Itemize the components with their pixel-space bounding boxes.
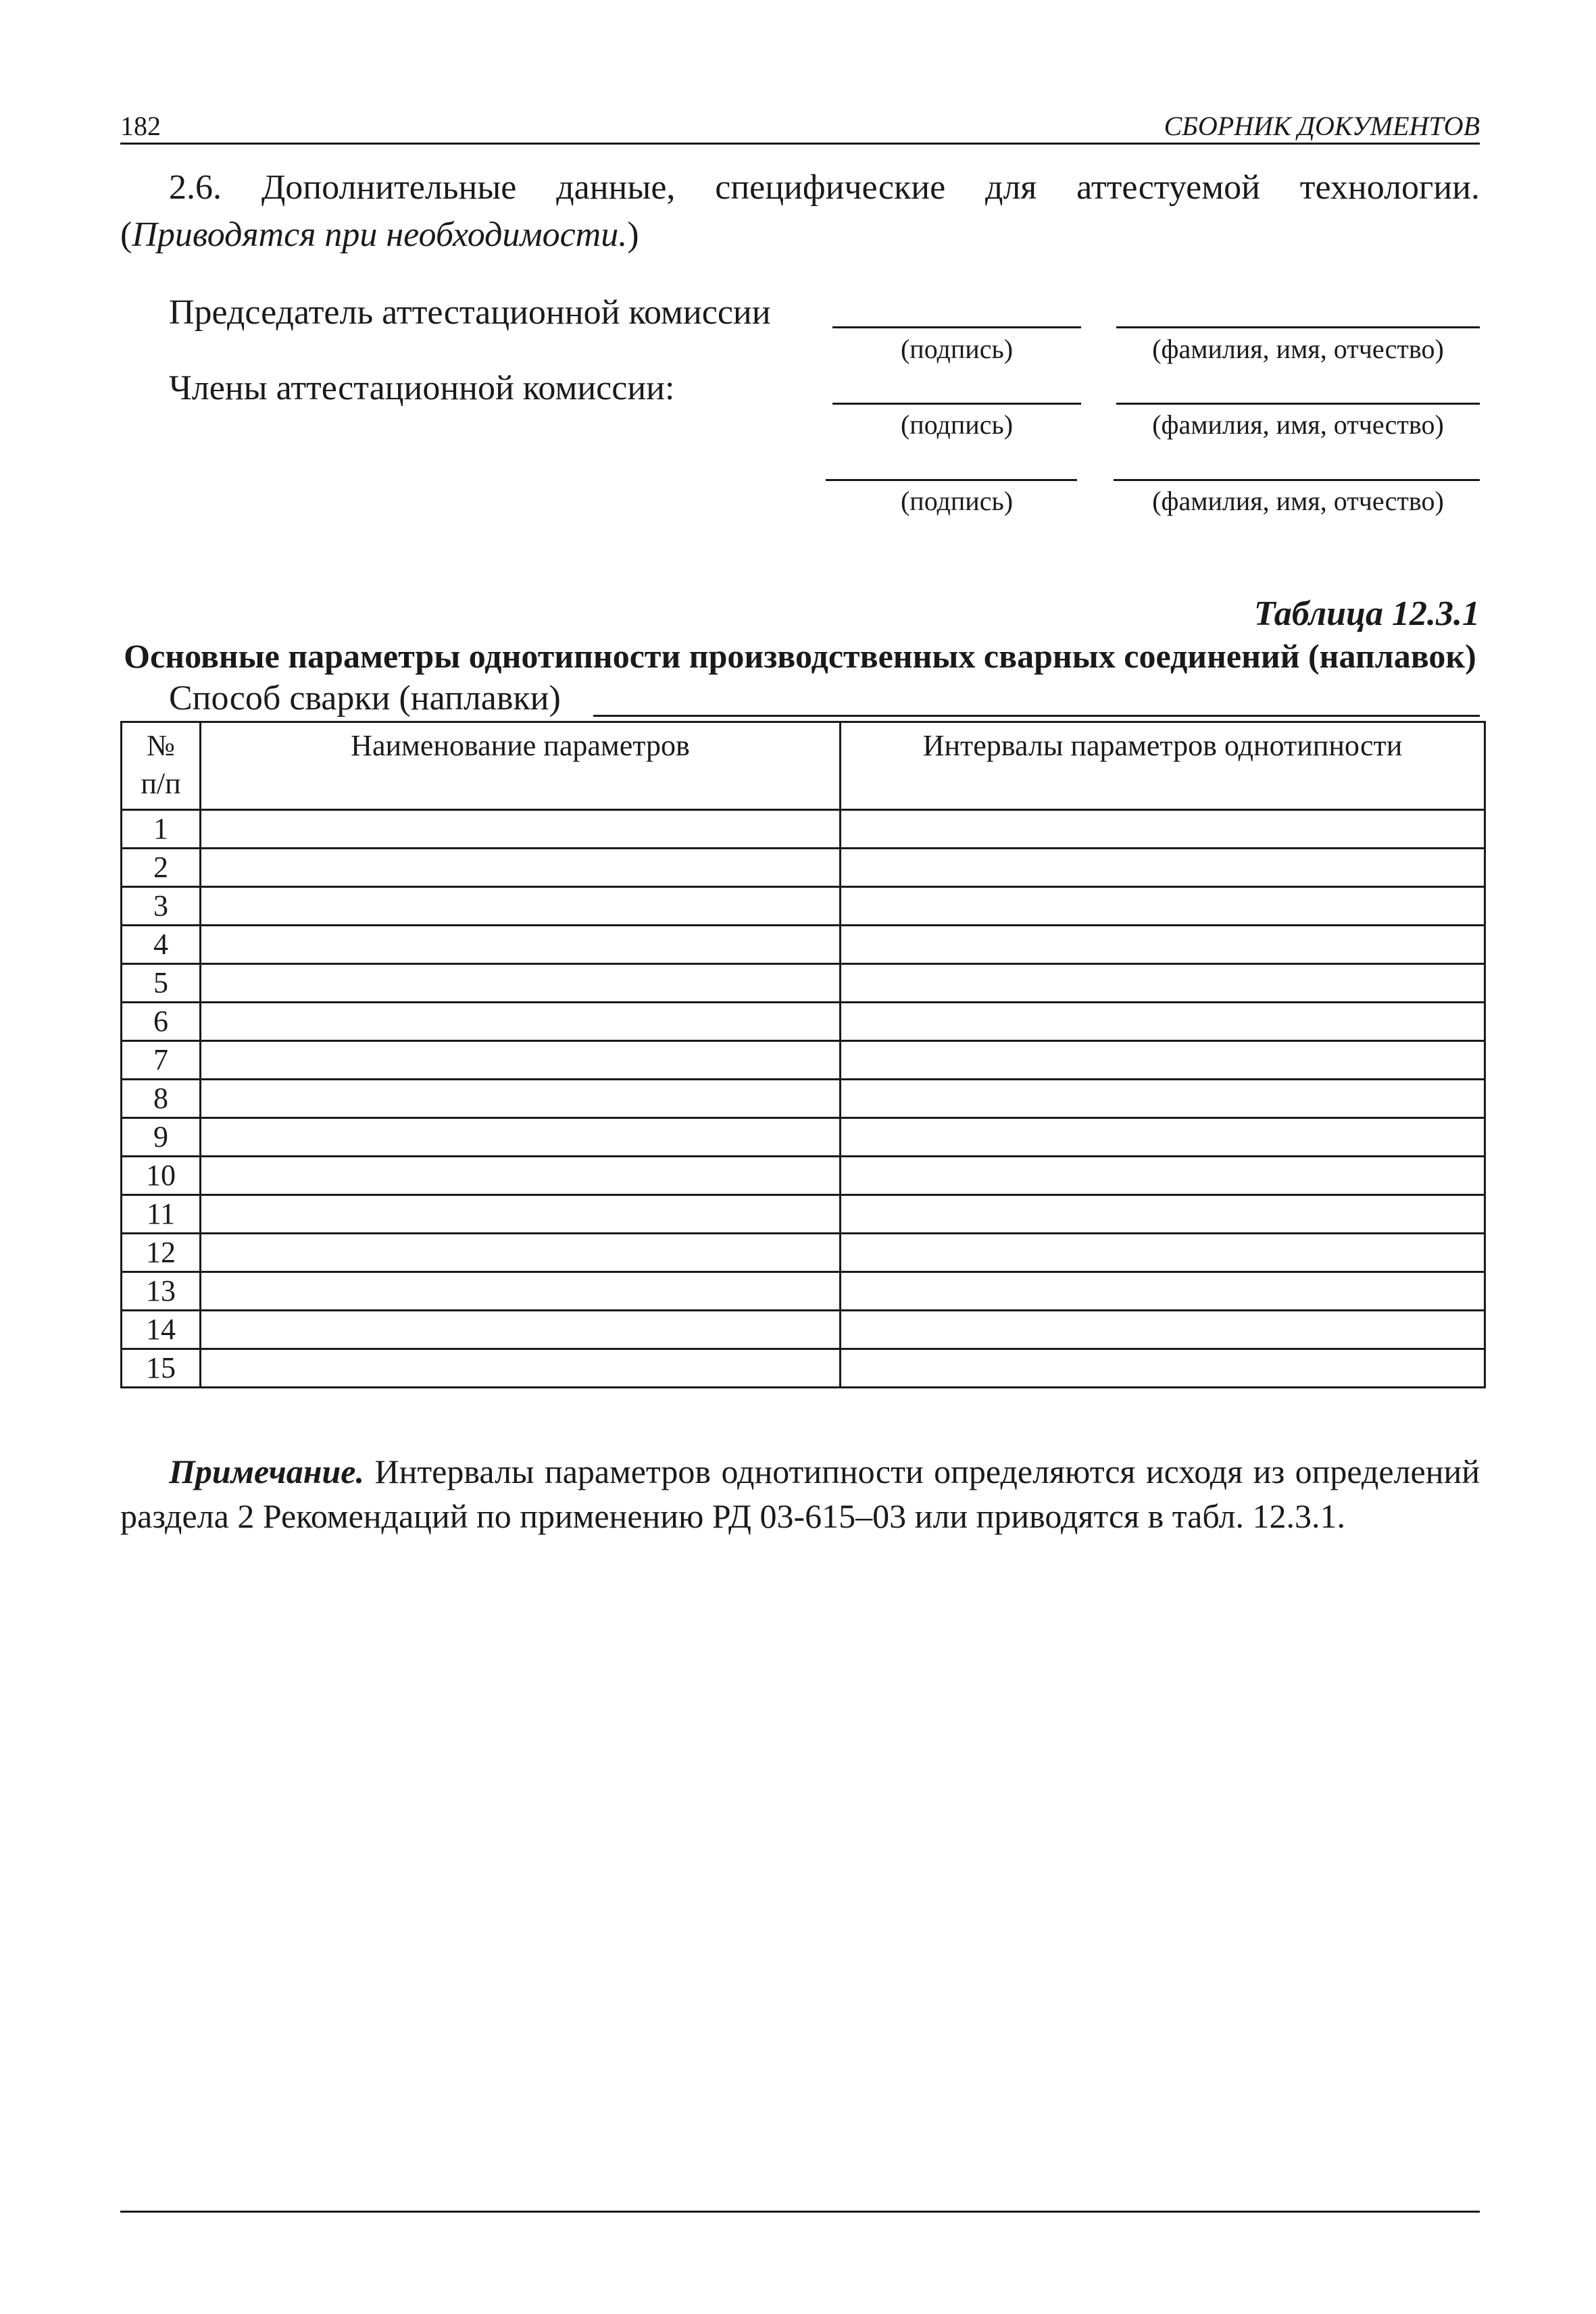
name-caption: (фамилия, имя, отчество) (1152, 334, 1444, 364)
table-row (122, 849, 1485, 887)
parameter-name-cell (201, 810, 841, 849)
member1-signature-line (832, 403, 1081, 405)
row-number: 15 (122, 1349, 201, 1388)
members-label: Члены аттестационной комиссии: (169, 369, 675, 407)
row-number: 13 (122, 1272, 201, 1311)
parameter-name-cell (201, 1080, 841, 1118)
table-row (122, 1003, 1485, 1041)
chairman-name-line (1116, 326, 1480, 328)
row-number: 14 (122, 1311, 201, 1349)
parameter-name-cell (201, 1311, 841, 1349)
section-2-6-italic: Приводятся при необходимости. (132, 216, 628, 254)
table-row (122, 1349, 1485, 1388)
table-title: Основные параметры однотипности производственных сварных соединений (наплавок) (124, 637, 1476, 675)
page-number: 182 (120, 111, 161, 141)
parameter-interval-cell (841, 926, 1485, 964)
parameter-name-cell (201, 1003, 841, 1041)
row-number: 9 (122, 1118, 201, 1157)
parameter-interval-cell (841, 1195, 1485, 1234)
row-number: 11 (122, 1195, 201, 1234)
row-number: 3 (122, 887, 201, 926)
table-number: Таблица 12.3.1 (1253, 595, 1480, 633)
parameter-interval-cell (841, 1003, 1485, 1041)
name-caption: (фамилия, имя, отчество) (1152, 486, 1444, 516)
row-number: 7 (122, 1041, 201, 1080)
note-text: Интервалы параметров однотипности определяются исходя из определений раздела 2 Рекомендаций по применению РД 03-615–03 или приводятся в табл. 12.3.1. (120, 1453, 1480, 1535)
chairman-label: Председатель аттестационной комиссии (169, 293, 771, 332)
footer-rule (120, 2211, 1480, 2213)
row-number: 12 (122, 1234, 201, 1272)
parameters-table (120, 721, 1486, 1388)
parameter-name-cell (201, 1157, 841, 1195)
parameter-interval-cell (841, 1311, 1485, 1349)
header-num: № п/п (122, 722, 201, 810)
welding-method-line (593, 715, 1480, 717)
running-title: СБОРНИК ДОКУМЕНТОВ (1164, 111, 1480, 141)
header-intervals: Интервалы параметров однотипности (841, 722, 1485, 810)
table-row (122, 1311, 1485, 1349)
parameter-name-cell (201, 1118, 841, 1157)
parameter-interval-cell (841, 964, 1485, 1003)
table-header-row (122, 722, 1485, 810)
parameter-name-cell (201, 1234, 841, 1272)
parameter-interval-cell (841, 1272, 1485, 1311)
table-row (122, 964, 1485, 1003)
parameter-interval-cell (841, 1349, 1485, 1388)
header-rule (120, 143, 1480, 145)
table-row (122, 1041, 1485, 1080)
parameter-name-cell (201, 1041, 841, 1080)
parameter-name-cell (201, 926, 841, 964)
parameter-interval-cell (841, 1157, 1485, 1195)
row-number: 4 (122, 926, 201, 964)
note-label: Примечание. (169, 1453, 364, 1490)
section-2-6-paragraph (120, 164, 1480, 259)
member2-signature-line (826, 479, 1077, 481)
member2-name-line (1114, 479, 1480, 481)
parameter-interval-cell (841, 849, 1485, 887)
welding-method-label: Способ сварки (наплавки) (169, 679, 561, 718)
row-number: 1 (122, 810, 201, 849)
row-number: 10 (122, 1157, 201, 1195)
section-2-6-text: 2.6. Дополнительные данные, специфические для аттестуемой технологии. ( (120, 168, 1480, 254)
parameter-name-cell (201, 887, 841, 926)
table-row (122, 1195, 1485, 1234)
row-number: 5 (122, 964, 201, 1003)
signature-caption: (подпись) (900, 334, 1014, 364)
table-row (122, 1157, 1485, 1195)
note-paragraph (120, 1449, 1480, 1538)
member1-name-line (1116, 403, 1480, 405)
parameter-name-cell (201, 1195, 841, 1234)
signature-caption: (подпись) (900, 486, 1014, 516)
parameter-interval-cell (841, 887, 1485, 926)
parameter-name-cell (201, 849, 841, 887)
name-caption: (фамилия, имя, отчество) (1152, 409, 1444, 440)
table-row (122, 810, 1485, 849)
section-2-6-closing: ) (627, 216, 639, 254)
table-row (122, 887, 1485, 926)
parameter-interval-cell (841, 1041, 1485, 1080)
parameter-name-cell (201, 1272, 841, 1311)
parameter-interval-cell (841, 1234, 1485, 1272)
chairman-signature-line (832, 326, 1081, 328)
row-number: 6 (122, 1003, 201, 1041)
row-number: 2 (122, 849, 201, 887)
header-name: Наименование параметров (201, 722, 841, 810)
table-row (122, 1272, 1485, 1311)
parameter-interval-cell (841, 1118, 1485, 1157)
table-row (122, 1234, 1485, 1272)
table-row (122, 926, 1485, 964)
parameter-name-cell (201, 1349, 841, 1388)
table-row (122, 1080, 1485, 1118)
signature-caption: (подпись) (900, 409, 1014, 440)
parameter-name-cell (201, 964, 841, 1003)
row-number: 8 (122, 1080, 201, 1118)
table-row (122, 1118, 1485, 1157)
parameter-interval-cell (841, 810, 1485, 849)
parameter-interval-cell (841, 1080, 1485, 1118)
